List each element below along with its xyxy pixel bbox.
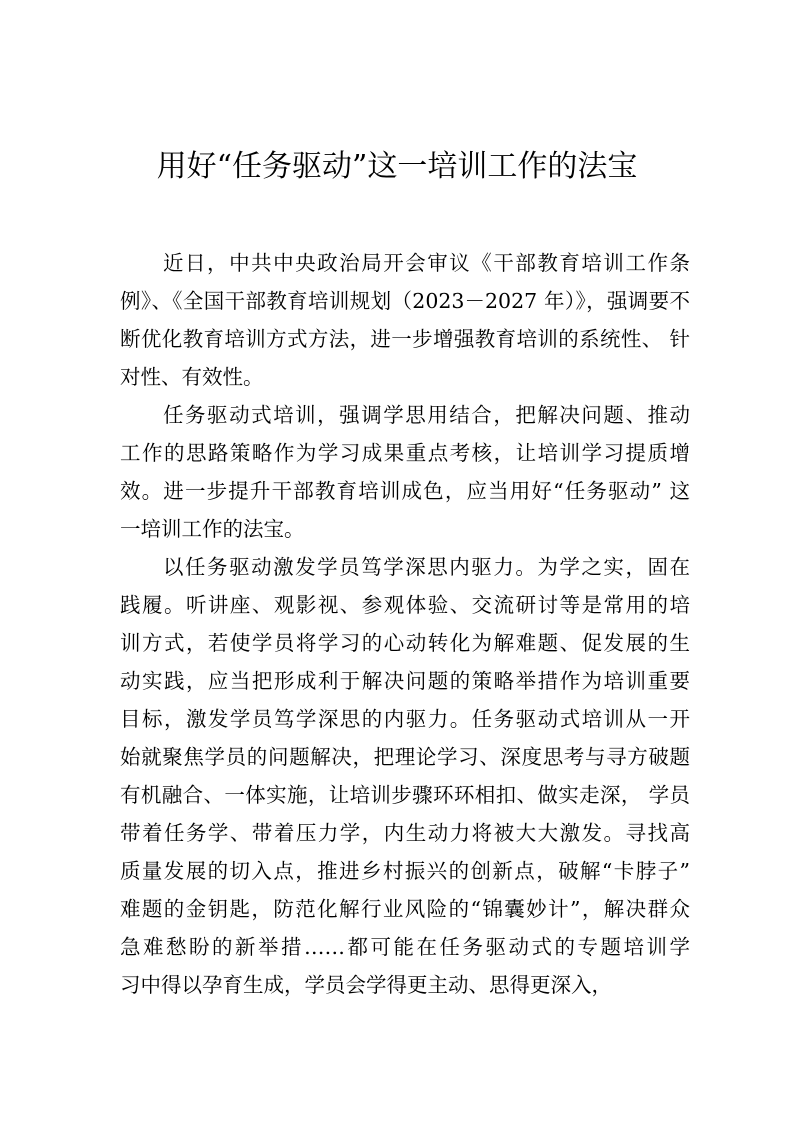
body-line: 训方式，若使学员将学习的心动转化为解难题、促发展的生	[120, 631, 690, 655]
body-line: 有机融合、一体实施，让培训步骤环环相扣、做实走深， 学员	[120, 783, 690, 807]
body-line: 难题的金钥匙，防范化解行业风险的“锦囊妙计”，解决群众	[120, 897, 690, 921]
body-line: 例》、《全国干部教育培训规划（2023－2027 年）》，强调要不	[120, 289, 690, 313]
body-line: 近日，中共中央政治局开会审议《干部教育培训工作条	[163, 251, 690, 275]
body-line: 以任务驱动激发学员笃学深思内驱力。为学之实，固在	[163, 555, 690, 579]
body-line: 始就聚焦学员的问题解决，把理论学习、深度思考与寻方破题	[120, 745, 690, 769]
body-line: 急难愁盼的新举措……都可能在任务驱动式的专题培训学	[120, 935, 690, 959]
body-line: 带着任务学、带着压力学，内生动力将被大大激发。寻找高	[120, 821, 690, 845]
body-line: 动实践，应当把形成利于解决问题的策略举措作为培训重要	[120, 669, 690, 693]
body-line: 效。进一步提升干部教育培训成色，应当用好“任务驱动” 这	[120, 479, 690, 503]
document-title: 用好“任务驱动”这一培训工作的法宝	[156, 149, 638, 184]
body-line: 任务驱动式培训，强调学思用结合，把解决问题、推动	[163, 403, 690, 427]
body-line: 质量发展的切入点，推进乡村振兴的创新点，破解“卡脖子”	[120, 859, 690, 883]
body-line: 断优化教育培训方式方法，进一步增强教育培训的系统性、 针	[120, 327, 690, 351]
body-line: 一培训工作的法宝。	[120, 517, 305, 541]
body-line: 目标，激发学员笃学深思的内驱力。任务驱动式培训从一开	[120, 707, 690, 731]
document-body	[120, 244, 690, 1004]
body-line: 对性、有效性。	[120, 365, 264, 389]
body-line: 工作的思路策略作为学习成果重点考核，让培训学习提质增	[120, 441, 690, 465]
body-line: 践履。听讲座、观影视、参观体验、交流研讨等是常用的培	[120, 593, 690, 617]
body-line: 习中得以孕育生成，学员会学得更主动、思得更深入，	[120, 973, 612, 997]
